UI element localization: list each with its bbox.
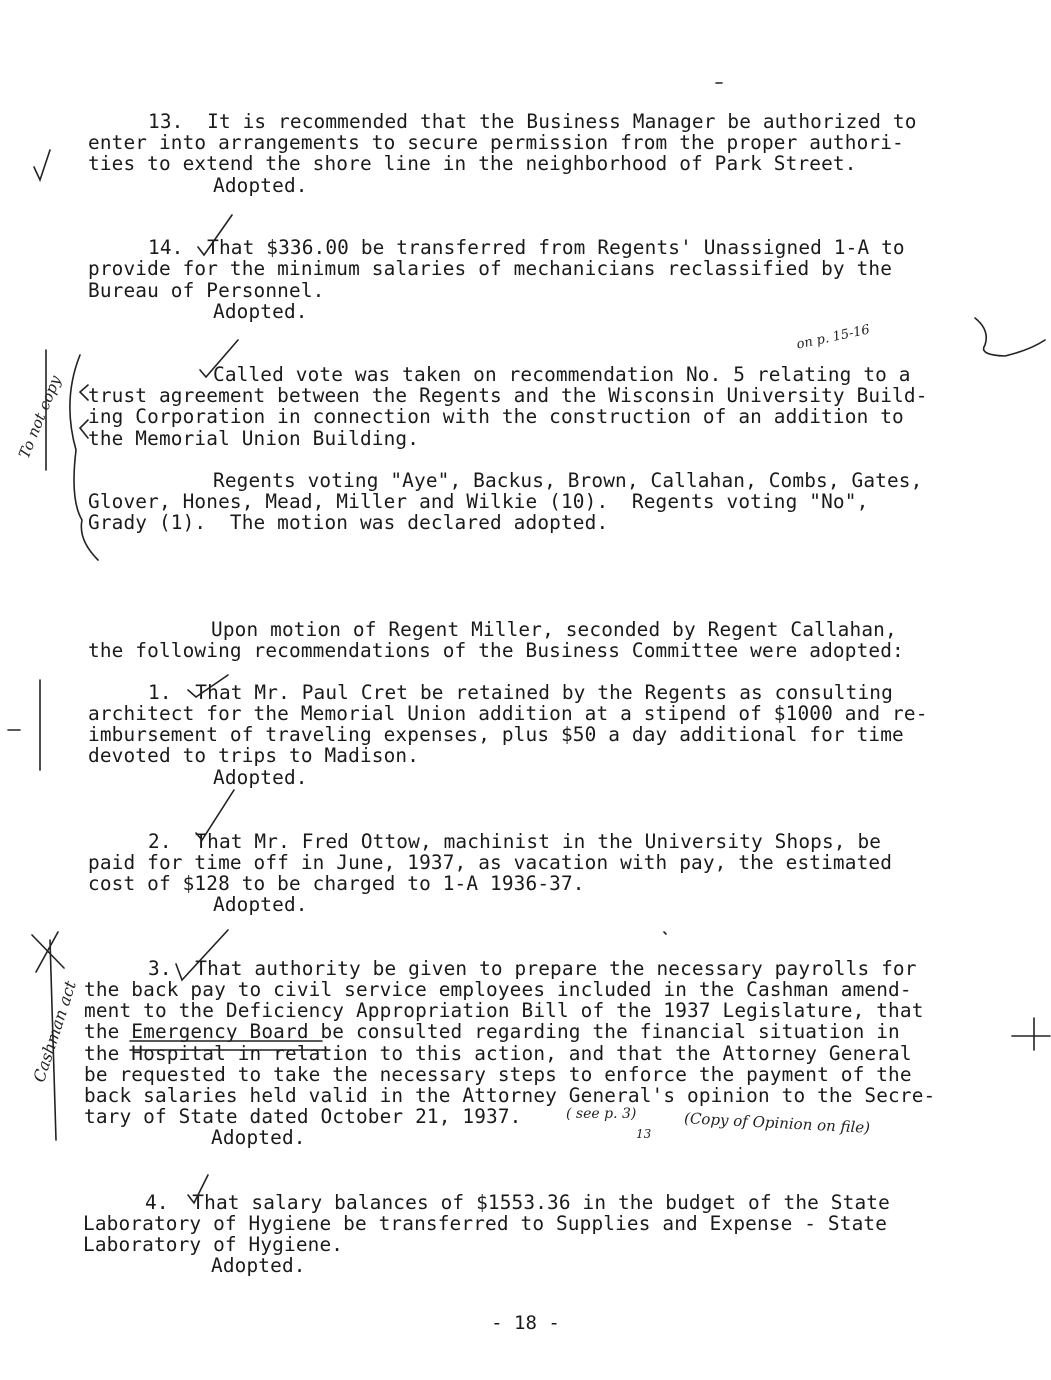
motion-intro-line-1: Upon motion of Regent Miller, seconded by Regent Callahan, [211, 618, 897, 641]
rec3-line-1: 3. That authority be given to prepare the necessary payrolls for [148, 957, 917, 980]
item13-line-2: enter into arrangements to secure permission from the proper authori- [88, 131, 904, 154]
rec2-status: Adopted. [213, 893, 308, 916]
rec1-line-1: 1. That Mr. Paul Cret be retained by the Regents as consulting [148, 681, 893, 704]
rec3-line-5: the Hospital in relation to this action, and that the Attorney General [84, 1042, 912, 1065]
item13-line-1: 13. It is recommended that the Business Manager be authorized to [148, 110, 917, 133]
motion-intro-line-2: the following recommendations of the Business Committee were adopted: [88, 639, 904, 662]
rec1-line-4: devoted to trips to Madison. [88, 744, 420, 767]
called-vote-line-1: Called vote was taken on recommendation No. 5 relating to a [213, 363, 911, 386]
dot-mark [664, 932, 666, 934]
rec4-line-3: Laboratory of Hygiene. [83, 1233, 344, 1256]
rec3-line-2: the back pay to civil service employees included in the Cashman amend- [84, 978, 912, 1001]
rec2-line-3: cost of $128 to be charged to 1-A 1936-37. [88, 872, 585, 895]
called-vote-line-4: the Memorial Union Building. [88, 427, 420, 450]
rec2-line-1: 2. That Mr. Fred Ottow, machinist in the University Shops, be [148, 830, 882, 853]
checkmark-icon [34, 150, 50, 180]
squiggle-mark [975, 318, 1045, 356]
bracket-mark [80, 385, 88, 400]
bracket-mark [80, 420, 88, 438]
rec3-line-6: be requested to take the necessary steps to enforce the payment of the [84, 1063, 912, 1086]
rec3-line-3: ment to the Deficiency Appropriation Bill of the 1937 Legislature, that [84, 999, 924, 1022]
note-margin-left: To not copy [15, 372, 65, 462]
note-pages: on p. 15-16 [795, 322, 872, 353]
item14-line-1: 14. That $336.00 be transferred from Regents' Unassigned 1-A to [148, 236, 905, 259]
rec4-line-2: Laboratory of Hygiene be transferred to Supplies and Expense - State [83, 1212, 888, 1235]
rec1-line-2: architect for the Memorial Union addition at a stipend of $1000 and re- [88, 702, 928, 725]
rec3-line-8: tary of State dated October 21, 1937. [84, 1105, 522, 1128]
note-page-13: 13 [636, 1127, 652, 1141]
note-copy-on-file: (Copy of Opinion on file) [683, 1109, 871, 1137]
rec3-line-4: the Emergency Board be consulted regarding the financial situation in [84, 1020, 900, 1043]
rec4-line-1: 4. That salary balances of $1553.36 in the budget of the State [145, 1191, 890, 1214]
x-mark [32, 932, 64, 972]
rec1-status: Adopted. [213, 766, 308, 789]
called-vote-line-2: trust agreement between the Regents and the Wisconsin University Build- [88, 384, 928, 407]
item14-line-2: provide for the minimum salaries of mechanicians reclassified by the [88, 257, 893, 280]
rec1-line-3: imbursement of traveling expenses, plus $50 a day additional for time [88, 723, 904, 746]
vote-result-line-1: Regents voting "Aye", Backus, Brown, Callahan, Combs, Gates, [213, 469, 923, 492]
note-margin-cashman: Cashman act [29, 978, 80, 1085]
rec3-status: Adopted. [211, 1126, 306, 1149]
note-see-page: ( see p. 3) [566, 1106, 637, 1122]
plus-mark [1012, 1018, 1050, 1050]
page-number: - 18 - [491, 1312, 560, 1334]
item14-status: Adopted. [213, 300, 308, 323]
vote-result-line-3: Grady (1). The motion was declared adopted. [88, 511, 609, 534]
item13-status: Adopted. [213, 174, 308, 197]
item14-line-3: Bureau of Personnel. [88, 279, 325, 302]
rec2-line-2: paid for time off in June, 1937, as vacation with pay, the estimated [88, 851, 893, 874]
called-vote-line-3: ing Corporation in connection with the construction of an addition to [88, 405, 904, 428]
vote-result-line-2: Glover, Hones, Mead, Miller and Wilkie (10). Regents voting "No", [88, 490, 869, 513]
rec4-status: Adopted. [211, 1254, 306, 1277]
rec3-line-7: back salaries held valid in the Attorney General's opinion to the Secre- [84, 1084, 936, 1107]
item13-line-3: ties to extend the shore line in the neighborhood of Park Street. [88, 152, 857, 175]
